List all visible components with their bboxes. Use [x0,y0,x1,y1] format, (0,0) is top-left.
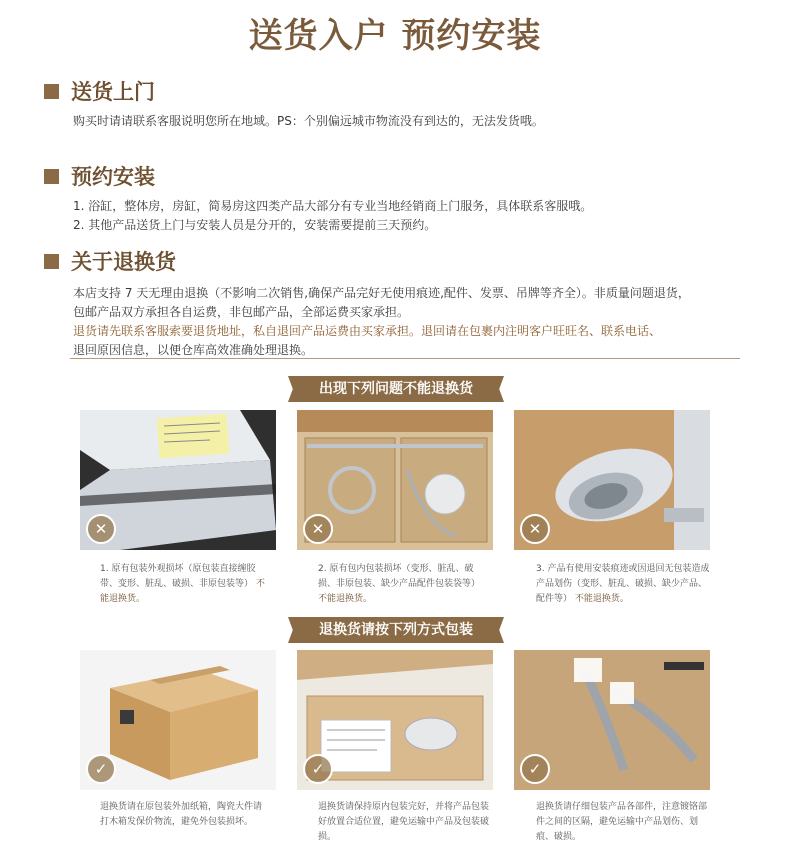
page-title: 送货入户 预约安装 [248,16,542,56]
photo-damaged-inner-pack [297,410,493,550]
section-returns-heading [44,246,176,276]
photo-used-product [514,410,710,550]
photo-outer-carton [80,650,276,790]
delivery-line: 购买时请请联系客服说明您所在地域。PS：个别偏远城市物流没有到达的，无法发货哦。 [73,114,544,128]
photo-inner-packaging [297,650,493,790]
ribbon-tail [492,617,504,643]
section-marker [44,254,59,269]
section-marker [44,169,59,184]
section-install-heading [44,161,155,191]
cross-icon: ✕ [86,514,116,544]
section-title: 预约安装 [71,165,155,189]
pack-caption-1 [100,800,268,830]
check-icon: ✓ [86,754,116,784]
check-icon: ✓ [520,754,550,784]
ribbon-label: 退换货请按下列方式包装 [298,617,494,643]
cross-icon: ✕ [520,514,550,544]
cross-icon: ✕ [303,514,333,544]
caption-text: 退换货请保持原内包装完好，并将产品包装好放置合适位置，避免运输中产品及包装破损。 [318,802,490,842]
section-delivery-heading [44,76,155,106]
section-title: 关于退换货 [71,250,176,274]
returns-line: 退回原因信息，以便仓库高效准确处理退换。 [73,343,314,357]
caption-text: 退换货请仔细包装产品各部件，注意镀铬部件之间的区隔，避免运输中产品划伤、划痕、破损。 [536,802,708,842]
returns-line: 包邮产品双方承担各自运费，非包邮产品，全部运费买家承担。 [73,305,410,319]
returns-line: 退货请先联系客服索要退货地址，私自退回产品运费由买家承担。退回请在包裹内注明客户旺旺名、联系电话、 [73,324,662,338]
returns-line: 本店支持 7 天无理由退换（不影响二次销售,确保产品完好无使用痕迹,配件、发票、吊牌等齐全）。非质量问题退货， [73,286,690,300]
no-return-caption-3 [536,562,712,607]
divider [70,358,740,359]
no-return-caption-1 [100,562,270,607]
caption-warning: 不能退换货。 [318,594,373,604]
ribbon-label: 出现下列问题不能退换货 [298,376,494,402]
caption-text: 2. 原有包内包装损坏（变形、脏乱、破损、非原包装、缺少产品配件包装袋等） [318,564,481,589]
caption-text: 1. 原有包装外观损坏（原包装直接缠胶带、变形、脏乱、破损、非原包装等） [100,564,256,589]
no-return-caption-2 [318,562,488,607]
photo-damaged-outer-box [80,410,276,550]
photo-wrapped-parts [514,650,710,790]
install-line: 2. 其他产品送货上门与安装人员是分开的，安装需要提前三天预约。 [73,218,437,232]
caption-warning: 不能退换货。 [574,594,629,604]
pack-caption-2 [318,800,490,845]
returns-text [73,284,690,360]
delivery-text [73,112,544,131]
section-marker [44,84,59,99]
caption-text: 3. 产品有使用安装痕迹或因退回无包装造成产品划伤（变形、脏乱、破损、缺少产品、配件等） [536,564,710,604]
ribbon-tail [492,376,504,402]
no-return-ribbon [0,376,790,402]
install-text [73,197,592,235]
pack-caption-3 [536,800,708,845]
caption-warning: 不能退换货。 [100,579,265,604]
section-title: 送货上门 [71,80,155,104]
check-icon: ✓ [303,754,333,784]
pack-ribbon [0,617,790,643]
install-line: 1. 浴缸，整体房，房缸，简易房这四类产品大部分有专业当地经销商上门服务，具体联系客服哦。 [73,199,593,213]
caption-text: 退换货请在原包装外加纸箱，陶瓷大件请打木箱发保价物流，避免外包装损坏。 [100,802,263,827]
